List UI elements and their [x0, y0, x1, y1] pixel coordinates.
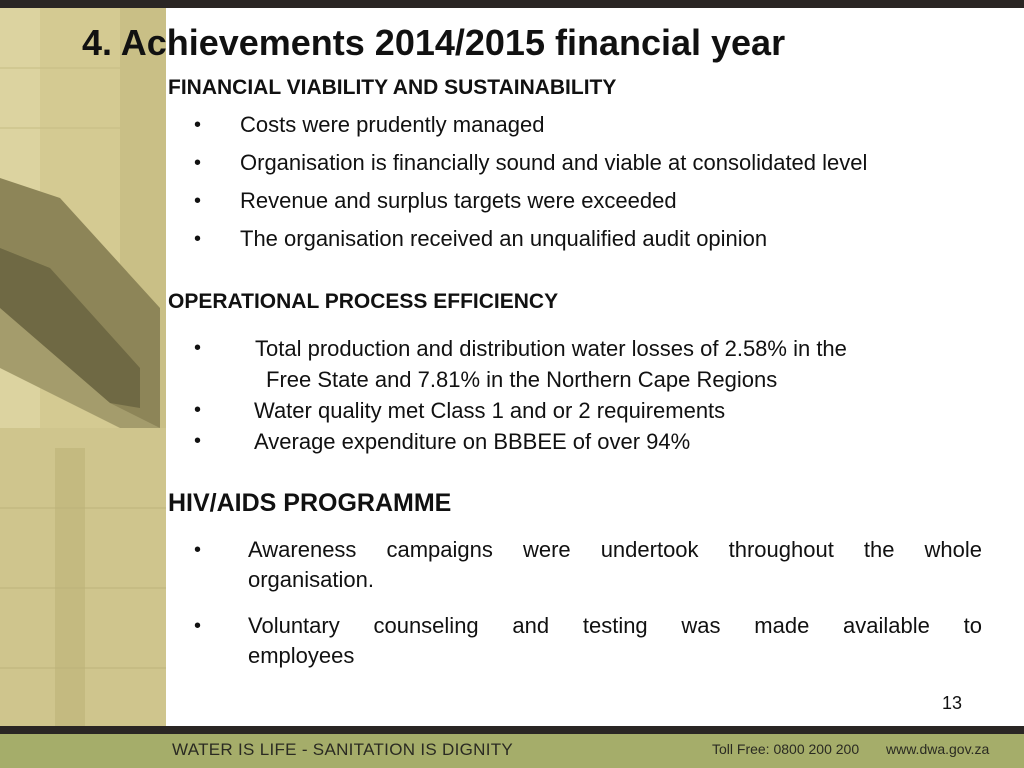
bullet-text-continuation: organisation.	[248, 567, 374, 592]
footer-website-link[interactable]: www.dwa.gov.za	[886, 741, 990, 757]
bullet-icon: •	[194, 539, 202, 561]
list-item	[194, 611, 982, 671]
bullet-text: Revenue and surplus targets were exceeded	[240, 188, 677, 213]
bullet-text: Organisation is financially sound and viable at consolidated level	[240, 150, 868, 175]
page-number: 13	[942, 693, 963, 713]
slide-title: 4. Achievements 2014/2015 financial year	[82, 22, 786, 63]
list-item	[194, 149, 994, 187]
list-item	[194, 187, 994, 225]
list-item	[194, 395, 994, 426]
financial-bullet-list	[194, 111, 994, 263]
bullet-text: Water quality met Class 1 and or 2 requirements	[254, 398, 726, 423]
section-heading-operational-efficiency: OPERATIONAL PROCESS EFFICIENCY	[168, 290, 559, 313]
list-item	[194, 426, 994, 457]
bullet-icon: •	[194, 615, 202, 637]
building-photo-graphic	[0, 8, 166, 726]
list-item	[194, 333, 994, 395]
bullet-icon: •	[194, 337, 202, 359]
top-border-bar	[0, 0, 1024, 8]
bullet-icon: •	[194, 152, 202, 174]
footer-slogan: WATER IS LIFE - SANITATION IS DIGNITY	[172, 740, 514, 759]
hiv-aids-bullet-list	[194, 535, 982, 687]
section-heading-hiv-aids: HIV/AIDS PROGRAMME	[168, 489, 452, 517]
bullet-text: Total production and distribution water losses of 2.58% in the	[255, 336, 847, 361]
list-item	[194, 535, 982, 595]
bullet-text: The organisation received an unqualified audit opinion	[240, 226, 768, 251]
bullet-text: Costs were prudently managed	[240, 112, 545, 137]
footer-toll-free: Toll Free: 0800 200 200	[712, 741, 860, 757]
operational-bullet-list	[194, 333, 994, 457]
bullet-text: Average expenditure on BBBEE of over 94%	[254, 429, 691, 454]
side-building-photo	[0, 8, 166, 726]
bullet-icon: •	[194, 399, 202, 421]
footer-band	[0, 734, 1024, 768]
bullet-text-continuation: Free State and 7.81% in the Northern Cape Regions	[266, 367, 778, 392]
bottom-border-bar	[0, 726, 1024, 734]
bullet-icon: •	[194, 114, 202, 136]
list-item	[194, 111, 994, 149]
list-item	[194, 225, 994, 263]
section-heading-financial-viability: FINANCIAL VIABILITY AND SUSTAINABILITY	[168, 76, 617, 99]
bullet-text-continuation: employees	[248, 643, 355, 668]
bullet-icon: •	[194, 430, 202, 452]
bullet-icon: •	[194, 190, 202, 212]
bullet-text: Voluntary counseling and testing was made available to	[248, 613, 982, 638]
bullet-text: Awareness campaigns were undertook throughout the whole	[248, 537, 982, 562]
bullet-icon: •	[194, 228, 202, 250]
